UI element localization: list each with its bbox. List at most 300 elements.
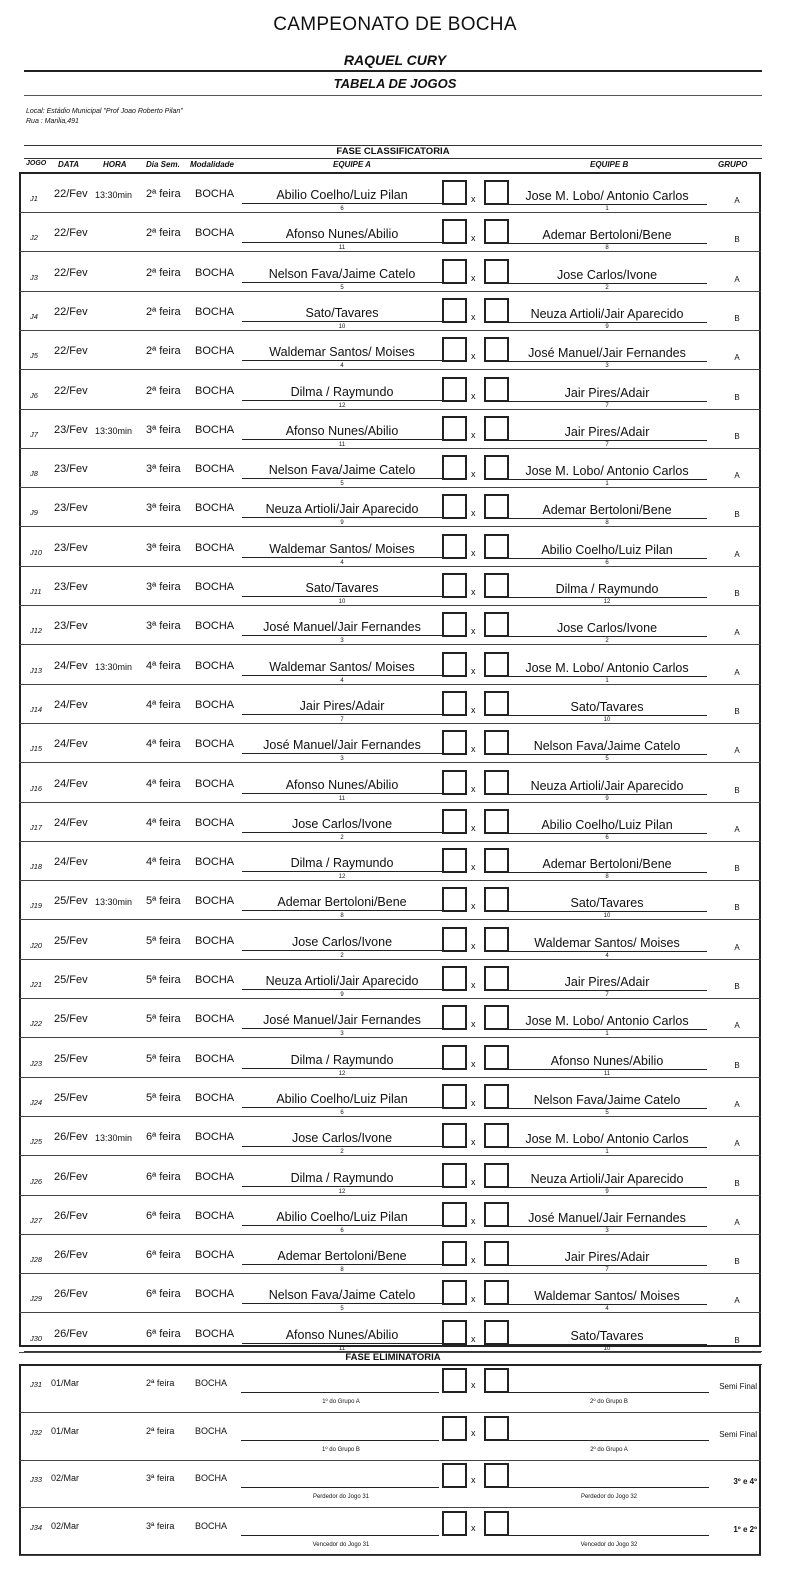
- game-id: J20: [30, 940, 43, 950]
- game-modality: BOCHA: [195, 895, 235, 908]
- game-row: [19, 1157, 761, 1196]
- score-a-box[interactable]: [442, 219, 467, 244]
- score-a-box[interactable]: [442, 534, 467, 559]
- team-b: Jose M. Lobo/ Antonio Carlos: [507, 660, 707, 677]
- team-b-number: 1: [605, 481, 609, 488]
- score-b-box[interactable]: [484, 1241, 509, 1266]
- team-a-number: 11: [338, 1345, 346, 1352]
- game-id: J26: [30, 1176, 43, 1186]
- game-date: 25/Fev: [54, 974, 88, 986]
- team-a: Afonso Nunes/Abilio: [242, 226, 442, 243]
- elim-score-a-box[interactable]: [442, 1463, 467, 1488]
- team-b: Jose M. Lobo/ Antonio Carlos: [507, 188, 707, 205]
- game-group: B: [734, 706, 740, 716]
- score-b-box[interactable]: [484, 612, 509, 637]
- game-modality: BOCHA: [195, 1288, 235, 1301]
- game-date: 22/Fev: [54, 345, 88, 358]
- game-row: [19, 213, 761, 252]
- game-id: J27: [30, 1215, 43, 1225]
- game-group: B: [734, 864, 740, 874]
- score-b-box[interactable]: [484, 455, 509, 480]
- team-b-number: 9: [605, 795, 609, 802]
- score-a-box[interactable]: [442, 1163, 467, 1188]
- game-date: 24/Fev: [54, 698, 88, 711]
- game-id: J24: [30, 1097, 43, 1107]
- team-a: Ademar Bertoloni/Bene: [242, 894, 442, 911]
- team-a: Dilma / Raymundo: [242, 855, 442, 872]
- game-group: A: [734, 471, 740, 481]
- game-group: A: [734, 353, 740, 363]
- page-title: CAMPEONATO DE BOCHA: [273, 14, 517, 35]
- game-weekday: 4ª feira: [146, 777, 181, 790]
- game-modality: BOCHA: [195, 423, 235, 436]
- game-weekday: 4ª feira: [146, 856, 181, 869]
- game-weekday: 5ª feira: [146, 934, 181, 947]
- elim-score-a-box[interactable]: [442, 1416, 467, 1441]
- game-date: 25/Fev: [54, 895, 88, 908]
- team-a-number: 4: [340, 559, 344, 566]
- game-row: [19, 685, 761, 724]
- versus-mark: x: [471, 272, 476, 283]
- game-weekday: 6ª feira: [146, 1170, 181, 1183]
- elim-note-a: 1º do Grupo B: [322, 1446, 360, 1453]
- team-b-number: 7: [605, 992, 609, 998]
- team-b: Jair Pires/Adair: [507, 385, 707, 402]
- score-b-box[interactable]: [484, 1084, 509, 1109]
- team-b: Ademar Bertoloni/Bene: [507, 502, 707, 519]
- score-b-box[interactable]: [484, 1123, 509, 1148]
- game-group: B: [734, 903, 740, 913]
- elim-team-a-line[interactable]: [241, 1519, 439, 1536]
- header-rule: [24, 70, 762, 72]
- team-a-number: 11: [338, 245, 346, 252]
- elim-modality: BOCHA: [195, 1473, 228, 1483]
- elim-note-a: 1º do Grupo A: [322, 1399, 360, 1405]
- game-group: A: [734, 942, 740, 952]
- score-b-box[interactable]: [484, 180, 509, 205]
- game-group: A: [734, 1099, 740, 1109]
- game-weekday: 4ª feira: [146, 659, 181, 672]
- elim-note-a: Vencedor do Jogo 31: [312, 1541, 370, 1548]
- score-a-box[interactable]: [442, 1202, 467, 1227]
- game-date: 22/Fev: [54, 227, 88, 240]
- team-b: Waldemar Santos/ Moises: [507, 935, 707, 952]
- score-b-box[interactable]: [484, 534, 509, 559]
- team-b-number: 2: [605, 284, 609, 291]
- team-b-number: 12: [603, 599, 611, 605]
- versus-mark: x: [471, 783, 476, 794]
- score-b-box[interactable]: [484, 927, 509, 952]
- game-group: B: [734, 982, 740, 991]
- game-row: [19, 1117, 761, 1156]
- score-a-box[interactable]: [442, 377, 467, 402]
- versus-mark: x: [471, 469, 476, 480]
- team-b-number: 3: [605, 363, 609, 370]
- game-modality: BOCHA: [195, 1170, 235, 1183]
- versus-mark: x: [471, 665, 476, 676]
- game-date: 22/Fev: [54, 384, 88, 397]
- elim-modality: BOCHA: [195, 1378, 228, 1388]
- score-a-box[interactable]: [442, 1280, 467, 1305]
- game-modality: BOCHA: [195, 1013, 235, 1026]
- game-id: J21: [30, 980, 43, 989]
- game-date: 25/Fev: [54, 934, 88, 947]
- team-b-number: 9: [605, 1188, 609, 1195]
- game-group: A: [734, 628, 740, 638]
- game-group: A: [734, 746, 740, 756]
- elim-game-id: J33: [30, 1475, 43, 1484]
- score-a-box[interactable]: [442, 612, 467, 637]
- game-group: A: [734, 549, 740, 559]
- team-b-number: 8: [605, 245, 609, 252]
- team-b-number: 1: [605, 1031, 609, 1038]
- score-a-box[interactable]: [442, 455, 467, 480]
- team-a-number: 11: [338, 441, 346, 448]
- score-b-box[interactable]: [484, 1005, 509, 1030]
- score-b-box[interactable]: [484, 377, 509, 402]
- game-id: J29: [30, 1294, 43, 1304]
- col-modalidade: Modalidade: [190, 160, 235, 169]
- team-b: Neuza Artioli/Jair Aparecido: [507, 778, 707, 795]
- elim-team-a-line[interactable]: [241, 1424, 439, 1441]
- score-a-box[interactable]: [442, 652, 467, 677]
- team-a-number: 12: [338, 1070, 346, 1077]
- team-b: Jose Carlos/Ivone: [507, 267, 707, 284]
- score-a-box[interactable]: [442, 1241, 467, 1266]
- elim-modality: BOCHA: [195, 1520, 228, 1531]
- score-a-box[interactable]: [442, 1123, 467, 1148]
- col-equipe-b: EQUIPE B: [590, 160, 629, 169]
- score-b-box[interactable]: [484, 219, 509, 244]
- score-b-box[interactable]: [484, 337, 509, 362]
- game-group: A: [734, 1296, 740, 1306]
- elim-note-a: Perdedor do Jogo 31: [312, 1494, 370, 1500]
- game-row: [19, 253, 761, 292]
- score-a-box[interactable]: [442, 730, 467, 755]
- game-time: 13:30min: [95, 1133, 133, 1144]
- team-a: Abilio Coelho/Luiz Pilan: [242, 187, 442, 204]
- game-modality: BOCHA: [195, 384, 235, 397]
- game-group: B: [734, 1257, 740, 1267]
- game-weekday: 4ª feira: [146, 816, 181, 829]
- phase-classificatoria-heading: FASE CLASSIFICATORIA: [24, 145, 762, 159]
- game-date: 23/Fev: [54, 502, 88, 515]
- game-date: 26/Fev: [54, 1131, 88, 1144]
- game-modality: BOCHA: [195, 934, 235, 947]
- game-id: J11: [30, 587, 42, 596]
- team-a: Dilma / Raymundo: [242, 384, 442, 401]
- team-b: Nelson Fava/Jaime Catelo: [507, 1092, 707, 1109]
- score-b-box[interactable]: [484, 259, 509, 284]
- score-b-box[interactable]: [484, 573, 509, 598]
- score-b-box[interactable]: [484, 966, 509, 991]
- score-b-box[interactable]: [484, 1320, 509, 1345]
- game-weekday: 3ª feira: [146, 502, 181, 515]
- game-modality: BOCHA: [195, 659, 235, 672]
- team-b-number: 10: [603, 913, 611, 920]
- team-a: Neuza Artioli/Jair Aparecido: [242, 973, 442, 990]
- score-b-box[interactable]: [484, 1280, 509, 1305]
- game-date: 25/Fev: [54, 1052, 88, 1065]
- versus-mark: x: [471, 626, 476, 637]
- game-id: J22: [30, 1019, 43, 1029]
- game-group: A: [734, 1139, 740, 1149]
- team-a-number: 2: [340, 834, 344, 841]
- elim-score-a-box[interactable]: [442, 1511, 467, 1536]
- versus-mark: x: [471, 862, 476, 873]
- score-a-box[interactable]: [442, 494, 467, 519]
- team-a: Dilma / Raymundo: [242, 1052, 442, 1069]
- game-group: B: [734, 1178, 740, 1188]
- game-group: B: [734, 431, 740, 441]
- elim-score-b-box[interactable]: [484, 1511, 509, 1536]
- score-a-box[interactable]: [442, 259, 467, 284]
- score-b-box[interactable]: [484, 848, 509, 873]
- score-b-box[interactable]: [484, 494, 509, 519]
- team-a-number: 8: [340, 1267, 344, 1274]
- versus-mark: x: [471, 1058, 476, 1069]
- game-id: J25: [30, 1137, 43, 1147]
- elim-team-b-line[interactable]: [509, 1376, 709, 1393]
- game-id: J17: [30, 822, 43, 832]
- team-b: Sato/Tavares: [507, 895, 707, 912]
- team-b: Jose M. Lobo/ Antonio Carlos: [507, 1131, 707, 1148]
- versus-mark: x: [471, 1019, 476, 1030]
- game-group: B: [734, 235, 740, 245]
- team-b-number: 8: [605, 874, 609, 881]
- score-b-box[interactable]: [484, 887, 509, 912]
- team-b: Jair Pires/Adair: [507, 1249, 707, 1266]
- game-weekday: 5ª feira: [146, 1091, 181, 1104]
- game-weekday: 6ª feira: [146, 1327, 181, 1340]
- versus-mark: x: [471, 822, 476, 833]
- score-a-box[interactable]: [442, 809, 467, 834]
- team-b: José Manuel/Jair Fernandes: [507, 1210, 707, 1227]
- team-a: Afonso Nunes/Abilio: [242, 423, 442, 440]
- score-b-box[interactable]: [484, 652, 509, 677]
- versus-mark: x: [471, 1522, 476, 1533]
- team-a: Afonso Nunes/Abilio: [242, 1327, 442, 1344]
- team-a-number: 11: [338, 795, 346, 802]
- team-a: José Manuel/Jair Fernandes: [242, 737, 442, 754]
- score-a-box[interactable]: [442, 966, 467, 991]
- score-a-box[interactable]: [442, 1005, 467, 1030]
- score-a-box[interactable]: [442, 1320, 467, 1345]
- venue-info: [26, 107, 183, 127]
- team-a-number: 7: [340, 716, 344, 723]
- elim-modality: BOCHA: [195, 1425, 228, 1436]
- game-group: B: [734, 1335, 740, 1345]
- team-a: Waldemar Santos/ Moises: [242, 541, 442, 558]
- score-a-box[interactable]: [442, 691, 467, 716]
- game-modality: BOCHA: [195, 1327, 235, 1340]
- game-date: 26/Fev: [54, 1170, 88, 1183]
- game-time: 13:30min: [95, 897, 133, 908]
- score-a-box[interactable]: [442, 848, 467, 873]
- game-weekday: 6ª feira: [146, 1131, 181, 1144]
- elim-team-b-line[interactable]: [509, 1519, 709, 1536]
- game-date: 22/Fev: [54, 266, 88, 279]
- elim-game-id: J31: [30, 1380, 43, 1389]
- score-b-box[interactable]: [484, 770, 509, 795]
- score-a-box[interactable]: [442, 337, 467, 362]
- game-time: 13:30min: [95, 661, 133, 672]
- game-row: [19, 764, 761, 803]
- score-b-box[interactable]: [484, 298, 509, 323]
- game-date: 25/Fev: [54, 1013, 88, 1026]
- team-b: Abilio Coelho/Luiz Pilan: [507, 817, 707, 834]
- game-id: J12: [30, 626, 43, 636]
- team-b-number: 6: [605, 834, 609, 841]
- game-date: 23/Fev: [54, 620, 88, 633]
- score-a-box[interactable]: [442, 887, 467, 912]
- elim-note-b: Vencedor do Jogo 32: [580, 1541, 638, 1548]
- elim-score-b-box[interactable]: [484, 1416, 509, 1441]
- game-weekday: 5ª feira: [146, 1013, 181, 1026]
- game-weekday: 2ª feira: [146, 266, 181, 279]
- game-weekday: 4ª feira: [146, 738, 181, 751]
- versus-mark: x: [471, 1380, 476, 1390]
- elim-game-id: J32: [30, 1427, 43, 1437]
- col-data: DATA: [58, 160, 80, 169]
- game-modality: BOCHA: [195, 463, 235, 476]
- game-id: J18: [30, 862, 43, 872]
- game-row: [19, 410, 761, 449]
- score-a-box[interactable]: [442, 1045, 467, 1070]
- elim-note-b: 2º do Grupo A: [590, 1446, 628, 1453]
- elim-score-b-box[interactable]: [484, 1368, 509, 1393]
- game-group: B: [734, 392, 740, 402]
- elim-score-b-box[interactable]: [484, 1463, 509, 1488]
- game-group: A: [734, 196, 740, 205]
- score-a-box[interactable]: [442, 1084, 467, 1109]
- game-row: [19, 842, 761, 881]
- elim-score-a-box[interactable]: [442, 1368, 467, 1393]
- team-b: Jose M. Lobo/ Antonio Carlos: [507, 463, 707, 480]
- col-jogo: JOGO: [26, 160, 47, 167]
- game-id: J28: [30, 1255, 43, 1265]
- elim-note-b: Perdedor do Jogo 32: [580, 1494, 638, 1500]
- team-a: José Manuel/Jair Fernandes: [242, 619, 442, 636]
- score-b-box[interactable]: [484, 809, 509, 834]
- team-a: Ademar Bertoloni/Bene: [242, 1248, 442, 1265]
- team-b: Afonso Nunes/Abilio: [507, 1053, 707, 1070]
- header-rule-thin: [24, 95, 762, 96]
- score-a-box[interactable]: [442, 180, 467, 205]
- versus-mark: x: [471, 1097, 476, 1108]
- score-a-box[interactable]: [442, 416, 467, 441]
- team-b-number: 4: [605, 1306, 609, 1313]
- game-date: 24/Fev: [54, 738, 88, 751]
- game-weekday: 3ª feira: [146, 581, 181, 593]
- game-modality: BOCHA: [195, 581, 235, 593]
- elim-date: 02/Mar: [51, 1520, 80, 1531]
- elim-weekday: 2ª feira: [146, 1425, 175, 1436]
- team-b: Nelson Fava/Jaime Catelo: [507, 738, 707, 755]
- game-modality: BOCHA: [195, 1209, 235, 1222]
- elim-date: 01/Mar: [51, 1378, 80, 1388]
- elim-row: [19, 1509, 761, 1556]
- game-date: 25/Fev: [54, 1091, 88, 1104]
- score-b-box[interactable]: [484, 1163, 509, 1188]
- team-a: Waldemar Santos/ Moises: [242, 659, 442, 676]
- game-modality: BOCHA: [195, 698, 235, 711]
- game-weekday: 5ª feira: [146, 1052, 181, 1065]
- game-weekday: 6ª feira: [146, 1249, 181, 1262]
- game-weekday: 5ª feira: [146, 895, 181, 908]
- game-modality: BOCHA: [195, 974, 235, 986]
- game-date: 24/Fev: [54, 659, 88, 672]
- game-group: A: [734, 1217, 740, 1227]
- elim-team-b-line[interactable]: [509, 1471, 709, 1488]
- versus-mark: x: [471, 1176, 476, 1187]
- score-b-box[interactable]: [484, 691, 509, 716]
- elim-team-a-line[interactable]: [241, 1376, 439, 1393]
- game-id: J1: [30, 194, 38, 203]
- game-modality: BOCHA: [195, 345, 235, 358]
- game-weekday: 3ª feira: [146, 463, 181, 476]
- game-group: B: [734, 785, 740, 795]
- score-b-box[interactable]: [484, 416, 509, 441]
- game-group: B: [734, 589, 740, 598]
- elim-date: 02/Mar: [51, 1473, 80, 1483]
- game-weekday: 2ª feira: [146, 227, 181, 240]
- versus-mark: x: [471, 547, 476, 558]
- elim-weekday: 3ª feira: [146, 1520, 175, 1531]
- game-modality: BOCHA: [195, 188, 235, 200]
- team-a-number: 3: [340, 1031, 344, 1038]
- game-id: J23: [30, 1058, 43, 1068]
- game-id: J14: [30, 704, 43, 714]
- team-a: José Manuel/Jair Fernandes: [242, 1012, 442, 1029]
- versus-mark: x: [471, 980, 476, 990]
- elim-team-a-line[interactable]: [241, 1471, 439, 1488]
- col-equipe-a: EQUIPE A: [333, 160, 371, 169]
- phase-eliminatoria-heading: FASE ELIMINATORIA: [24, 1351, 762, 1365]
- score-b-box[interactable]: [484, 1202, 509, 1227]
- team-b-number: 5: [605, 756, 609, 763]
- team-a-number: 5: [340, 1306, 344, 1313]
- score-a-box[interactable]: [442, 573, 467, 598]
- team-a-number: 10: [338, 599, 346, 605]
- versus-mark: x: [471, 940, 476, 951]
- team-b-number: 1: [605, 1149, 609, 1156]
- score-b-box[interactable]: [484, 1045, 509, 1070]
- team-b-number: 7: [605, 1267, 609, 1274]
- game-date: 23/Fev: [54, 463, 88, 476]
- game-row: [19, 488, 761, 527]
- team-b: Ademar Bertoloni/Bene: [507, 227, 707, 244]
- team-b-number: 10: [603, 716, 611, 723]
- score-a-box[interactable]: [442, 298, 467, 323]
- elim-note-b: 2º do Grupo B: [590, 1399, 628, 1405]
- game-modality: BOCHA: [195, 620, 235, 633]
- game-weekday: 2ª feira: [146, 384, 181, 397]
- team-b-number: 6: [605, 559, 609, 566]
- versus-mark: x: [471, 311, 476, 322]
- game-weekday: 3ª feira: [146, 423, 181, 436]
- score-b-box[interactable]: [484, 730, 509, 755]
- elim-weekday: 2ª feira: [146, 1378, 175, 1388]
- col-dia: Dia Sem.: [146, 160, 180, 169]
- score-a-box[interactable]: [442, 927, 467, 952]
- elim-team-b-line[interactable]: [509, 1424, 709, 1441]
- game-date: 22/Fev: [54, 305, 88, 318]
- versus-mark: x: [471, 901, 476, 912]
- game-modality: BOCHA: [195, 1052, 235, 1065]
- score-a-box[interactable]: [442, 770, 467, 795]
- game-row: [19, 1235, 761, 1274]
